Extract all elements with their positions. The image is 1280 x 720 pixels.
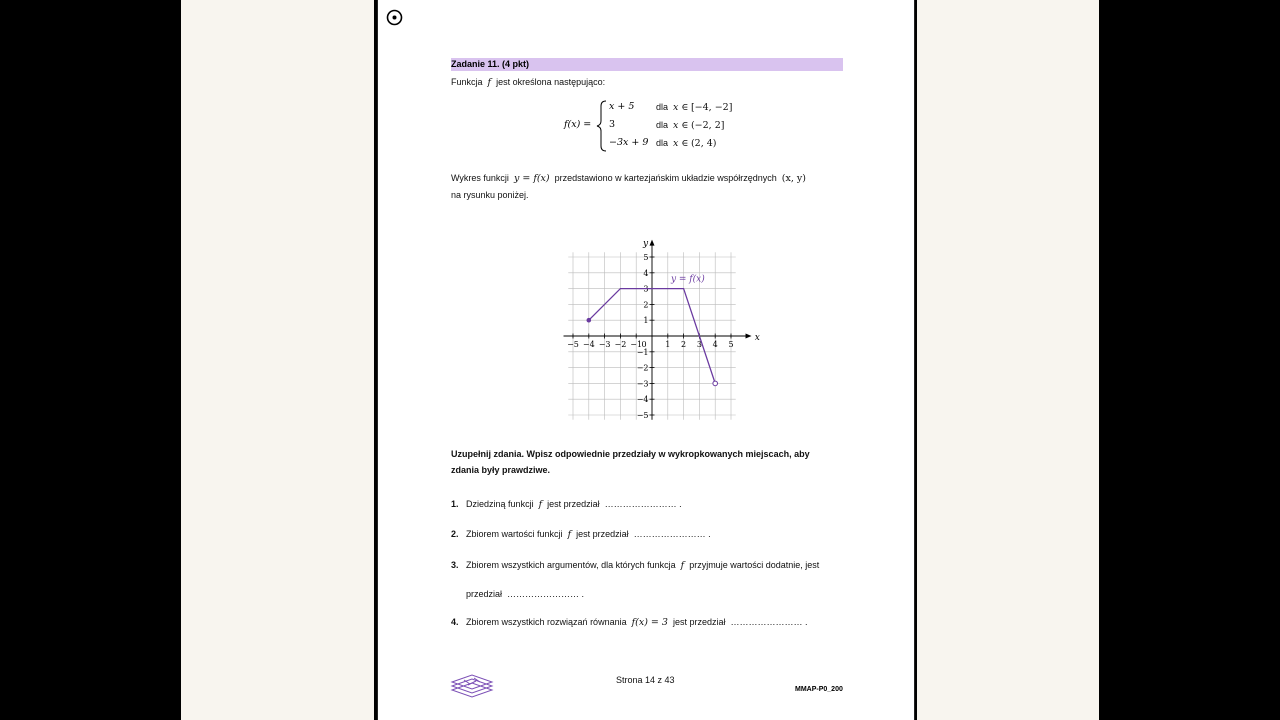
answer-blank-4[interactable]: …………………… . [730, 617, 808, 627]
instruction-line-2: zdania były prawdziwe. [451, 465, 551, 475]
open-endpoint [713, 381, 718, 386]
graph-description-line2: na rysunku poniżej. [451, 190, 529, 200]
case-3-expr: −3x + 9 [609, 137, 649, 148]
instruction-line-1: Uzupełnij zdania. Wpisz odpowiednie przedziały w wykropkowanych miejscach, aby [451, 449, 810, 459]
item-3: 3. Zbiorem wszystkich argumentów, dla których funkcja f przyjmuje wartości dodatnie, jest [451, 560, 820, 571]
graph-description: Wykres funkcji y = f(x) przedstawiono w kartezjańskim układzie współrzędnych (x, y) [451, 173, 806, 184]
x-tick-label: 2 [681, 340, 687, 349]
case-2-condition: dla x ∈ (−2, 2] [656, 120, 725, 131]
page-number: Strona 14 z 43 [616, 675, 675, 685]
item-4: 4. Zbiorem wszystkich rozwiązań równania f(x) = 3 jest przedział …………………… . [451, 617, 808, 628]
exam-code: MMAP-P0_200 [795, 686, 843, 693]
y-tick-label: −5 [636, 411, 649, 420]
case-3-condition: dla x ∈ (2, 4) [656, 138, 717, 149]
y-tick-label: 5 [643, 253, 649, 262]
closed-endpoint [587, 318, 592, 323]
case-2-expr: 3 [609, 119, 616, 130]
answer-blank-3[interactable]: …………………… . [507, 589, 585, 599]
y-tick-label: 4 [643, 268, 649, 278]
y-axis-label: y [643, 238, 649, 249]
cke-logo-icon [450, 672, 494, 700]
x-tick-label: 4 [712, 340, 718, 349]
document-page [377, 0, 915, 720]
y-tick-label: 1 [643, 316, 649, 326]
y-tick-label: −1 [636, 347, 649, 357]
x-tick-label: 5 [728, 340, 734, 349]
case-1-expr: x + 5 [609, 101, 635, 112]
x-axis-arrow [746, 334, 752, 339]
x-tick-label: −2 [614, 340, 627, 349]
item-2: 2. Zbiorem wartości funkcji f jest przedział …………………… . [451, 529, 711, 540]
function-graph [546, 225, 760, 420]
x-tick-label: 0 [641, 340, 647, 349]
answer-blank-2[interactable]: …………………… . [633, 529, 711, 539]
fx-label: f(x) = [564, 119, 592, 130]
y-tick-label: 2 [643, 300, 649, 310]
y-tick-label: 3 [643, 284, 649, 294]
task-intro: Funkcja f jest określona następująco: [451, 77, 606, 88]
x-tick-label: −1 [630, 340, 643, 349]
case-1-condition: dla x ∈ [−4, −2] [656, 102, 733, 113]
x-tick-label: −4 [582, 340, 595, 349]
item-3-line2: przedział …………………… . [466, 589, 585, 599]
x-tick-label: 3 [696, 340, 702, 349]
item-1: 1. Dziedziną funkcji f jest przedział …………………… . [451, 499, 682, 510]
y-tick-label: −4 [636, 395, 649, 405]
curve-label: y = f(x) [670, 274, 705, 285]
right-margin [917, 0, 1099, 720]
brace [596, 100, 608, 152]
task-title: Zadanie 11. (4 pkt) [451, 59, 530, 69]
x-tick-label: −5 [567, 340, 579, 349]
target-icon[interactable] [386, 9, 403, 26]
left-margin [181, 0, 374, 720]
x-tick-label: 1 [665, 340, 671, 349]
y-tick-label: −3 [636, 379, 649, 389]
x-axis-label: x [754, 333, 760, 343]
answer-blank-1[interactable]: …………………… . [604, 499, 682, 509]
y-axis-arrow [650, 240, 655, 246]
x-tick-label: −3 [598, 340, 611, 349]
y-tick-label: −2 [636, 363, 649, 373]
